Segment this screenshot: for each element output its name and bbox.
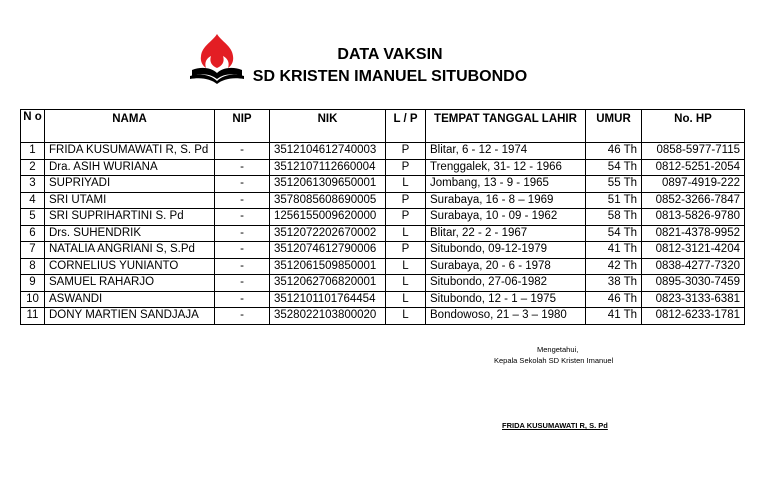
cell-umur: 51 Th — [586, 192, 642, 209]
signature-acknowledge: Mengetahui, — [537, 345, 579, 354]
cell-umur: 42 Th — [586, 258, 642, 275]
table-row — [21, 275, 745, 292]
cell-ttl: Surabaya, 20 - 6 - 1978 — [426, 258, 586, 275]
cell-ttl: Blitar, 6 - 12 - 1974 — [426, 143, 586, 160]
cell-ttl: Situbondo, 12 - 1 – 1975 — [426, 291, 586, 308]
cell-no: 9 — [21, 275, 45, 292]
cell-lp: P — [386, 192, 426, 209]
cell-nik: 3512107112660004 — [270, 159, 386, 176]
table-row — [21, 258, 745, 275]
cell-nik: 3528022103800020 — [270, 308, 386, 325]
cell-ttl: Bondowoso, 21 – 3 – 1980 — [426, 308, 586, 325]
cell-ttl: Surabaya, 10 - 09 - 1962 — [426, 209, 586, 226]
cell-ttl: Situbondo, 09-12-1979 — [426, 242, 586, 259]
table-row — [21, 209, 745, 226]
cell-hp: 0897-4919-222 — [642, 176, 745, 193]
cell-no: 1 — [21, 143, 45, 160]
cell-lp: P — [386, 143, 426, 160]
table-row — [21, 291, 745, 308]
cell-hp: 0812-3121-4204 — [642, 242, 745, 259]
cell-nip: - — [215, 242, 270, 259]
col-header-nama: NAMA — [45, 110, 215, 143]
cell-lp: L — [386, 176, 426, 193]
signature-name: FRIDA KUSUMAWATI R, S. Pd — [502, 421, 608, 430]
cell-nama: FRIDA KUSUMAWATI R, S. Pd — [45, 143, 215, 160]
school-logo — [188, 32, 246, 86]
cell-no: 3 — [21, 176, 45, 193]
cell-umur: 46 Th — [586, 291, 642, 308]
table-row — [21, 225, 745, 242]
cell-nik: 3512104612740003 — [270, 143, 386, 160]
cell-hp: 0895-3030-7459 — [642, 275, 745, 292]
table-row — [21, 143, 745, 160]
cell-nama: SRI SUPRIHARTINI S. Pd — [45, 209, 215, 226]
cell-umur: 54 Th — [586, 225, 642, 242]
cell-no: 8 — [21, 258, 45, 275]
cell-ttl: Surabaya, 16 - 8 – 1969 — [426, 192, 586, 209]
cell-umur: 41 Th — [586, 308, 642, 325]
cell-nama: NATALIA ANGRIANI S, S.Pd — [45, 242, 215, 259]
cell-umur: 55 Th — [586, 176, 642, 193]
cell-hp: 0852-3266-7847 — [642, 192, 745, 209]
cell-nik: 3512101101764454 — [270, 291, 386, 308]
cell-umur: 46 Th — [586, 143, 642, 160]
col-header-nik: NIK — [270, 110, 386, 143]
cell-nip: - — [215, 291, 270, 308]
cell-ttl: Situbondo, 27-06-1982 — [426, 275, 586, 292]
cell-umur: 58 Th — [586, 209, 642, 226]
table-row — [21, 192, 745, 209]
col-header-ttl: TEMPAT TANGGAL LAHIR — [426, 110, 586, 143]
cell-lp: P — [386, 242, 426, 259]
page-title: DATA VAKSIN — [337, 46, 443, 63]
cell-nik: 3512062706820001 — [270, 275, 386, 292]
cell-nik: 1256155009620000 — [270, 209, 386, 226]
cell-no: 6 — [21, 225, 45, 242]
cell-hp: 0838-4277-7320 — [642, 258, 745, 275]
cell-nik: 3512072202670002 — [270, 225, 386, 242]
cell-hp: 0812-5251-2054 — [642, 159, 745, 176]
cell-umur: 38 Th — [586, 275, 642, 292]
cell-nik: 3578085608690005 — [270, 192, 386, 209]
cell-no: 2 — [21, 159, 45, 176]
cell-nama: CORNELIUS YUNIANTO — [45, 258, 215, 275]
cell-ttl: Trenggalek, 31- 12 - 1966 — [426, 159, 586, 176]
cell-nip: - — [215, 209, 270, 226]
col-header-nip: NIP — [215, 110, 270, 143]
cell-lp: L — [386, 225, 426, 242]
cell-lp: L — [386, 291, 426, 308]
cell-no: 11 — [21, 308, 45, 325]
cell-lp: L — [386, 258, 426, 275]
table-row — [21, 159, 745, 176]
col-header-umur: UMUR — [586, 110, 642, 143]
vaccine-data-table — [20, 109, 745, 325]
cell-lp: P — [386, 209, 426, 226]
cell-hp: 0821-4378-9952 — [642, 225, 745, 242]
cell-hp: 0812-6233-1781 — [642, 308, 745, 325]
cell-hp: 0858-5977-7115 — [642, 143, 745, 160]
cell-nip: - — [215, 192, 270, 209]
cell-ttl: Blitar, 22 - 2 - 1967 — [426, 225, 586, 242]
cell-nip: - — [215, 275, 270, 292]
cell-nik: 3512061309650001 — [270, 176, 386, 193]
col-header-lp: L / P — [386, 110, 426, 143]
page-subtitle: SD KRISTEN IMANUEL SITUBONDO — [252, 68, 528, 85]
cell-no: 5 — [21, 209, 45, 226]
cell-nama: SRI UTAMI — [45, 192, 215, 209]
cell-nip: - — [215, 258, 270, 275]
signature-position: Kepala Sekolah SD Kristen Imanuel — [494, 356, 614, 365]
cell-lp: P — [386, 159, 426, 176]
cell-lp: L — [386, 308, 426, 325]
table-row — [21, 308, 745, 325]
cell-nama: SAMUEL RAHARJO — [45, 275, 215, 292]
cell-nik: 3512061509850001 — [270, 258, 386, 275]
cell-hp: 0813-5826-9780 — [642, 209, 745, 226]
col-header-no: N o — [21, 110, 45, 143]
cell-umur: 41 Th — [586, 242, 642, 259]
cell-ttl: Jombang, 13 - 9 - 1965 — [426, 176, 586, 193]
cell-nama: Drs. SUHENDRIK — [45, 225, 215, 242]
cell-umur: 54 Th — [586, 159, 642, 176]
cell-hp: 0823-3133-6381 — [642, 291, 745, 308]
cell-nik: 3512074612790006 — [270, 242, 386, 259]
cell-lp: L — [386, 275, 426, 292]
col-header-hp: No. HP — [642, 110, 745, 143]
cell-nip: - — [215, 176, 270, 193]
cell-nip: - — [215, 143, 270, 160]
table-header-row — [21, 110, 745, 143]
cell-nama: Dra. ASIH WURIANA — [45, 159, 215, 176]
cell-nama: DONY MARTIEN SANDJAJA — [45, 308, 215, 325]
table-row — [21, 176, 745, 193]
cell-no: 10 — [21, 291, 45, 308]
cell-nama: ASWANDI — [45, 291, 215, 308]
cell-nip: - — [215, 308, 270, 325]
cell-nama: SUPRIYADI — [45, 176, 215, 193]
cell-nip: - — [215, 225, 270, 242]
table-row — [21, 242, 745, 259]
cell-no: 7 — [21, 242, 45, 259]
cell-no: 4 — [21, 192, 45, 209]
cell-nip: - — [215, 159, 270, 176]
